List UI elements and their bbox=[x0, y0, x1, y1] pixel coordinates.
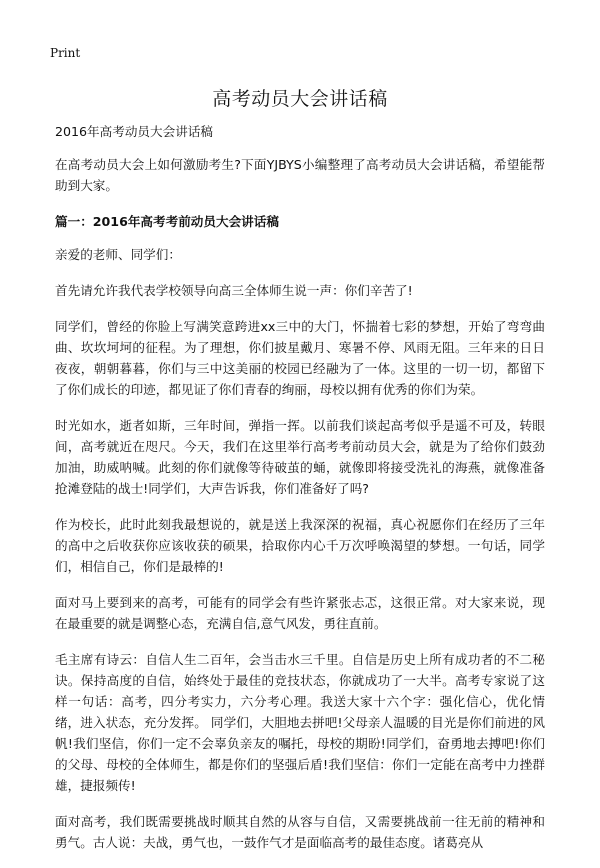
article-body bbox=[55, 121, 545, 868]
intro-paragraph: 在高考动员大会上如何激励考生?下面YJBYS小编整理了高考动员大会讲话稿，希望能帮助到大家。 bbox=[55, 157, 545, 193]
print-link[interactable]: Print bbox=[50, 46, 81, 60]
body-paragraph: 作为校长，此时此刻我最想说的，就是送上我深深的祝福，真心祝愿你们在经历了三年的高中之后收获你应该收获的硕果，拾取你内心千万次呼唤渴望的梦想。一句话，同学们，相信自己，你们是最棒的! bbox=[55, 517, 545, 574]
body-paragraph: 面对马上要到来的高考，可能有的同学会有些许紧张忐忑，这很正常。对大家来说，现在最重要的就是调整心态，充满自信,意气风发，勇往直前。 bbox=[55, 595, 545, 631]
body-paragraph: 同学们，曾经的你脸上写满笑意跨进xx三中的大门，怀揣着七彩的梦想，开始了弯弯曲曲、坎坎坷坷的征程。为了理想，你们披星戴月、寒暑不停、风雨无阻。三年来的日日夜夜，朝朝暮暮，你们与三中这美丽的校园已经融为了一体。这里的一切一切，都留下了你们成长的印迹，都见证了你们青春的绚丽，母校以拥有优秀的你们为荣。 bbox=[55, 319, 545, 397]
page-title: 高考动员大会讲话稿 bbox=[212, 88, 388, 110]
greeting-paragraph: 亲爱的老师、同学们： bbox=[55, 247, 181, 262]
body-paragraph: 面对高考，我们既需要挑战时顺其自然的从容与自信，又需要挑战前一往无前的精神和勇气。古人说：夫战，勇气也，一鼓作气才是面临高考的最佳态度。诸葛亮从 bbox=[55, 814, 545, 850]
body-paragraph: 毛主席有诗云：自信人生二百年，会当击水三千里。自信是历史上所有成功者的不二秘诀。保持高度的自信，始终处于最佳的竞技状态，你就成功了一大半。高考专家说了这样一句话：高考，四分考实力，六分考心理。我送大家十六个字：强化信心，优化情绪，进入状态，充分发挥。 同学们，大胆地去拼吧!父母亲人温暖的目光是你们前进的风帆!我们坚信，你们一定不会辜负亲友的嘱托，母校的期盼!同学们，奋勇地去搏吧!你们的父母、母校的全体师生，都是你们的坚强后盾!我们坚信：你们一定能在高考中力挫群雄，捷报频传! bbox=[55, 652, 545, 793]
article-subtitle: 2016年高考动员大会讲话稿 bbox=[55, 124, 213, 139]
section-heading: 篇一：2016年高考考前动员大会讲话稿 bbox=[55, 214, 279, 229]
body-paragraph: 首先请允许我代表学校领导向高三全体师生说一声：你们辛苦了! bbox=[55, 283, 413, 298]
body-paragraph: 时光如水，逝者如斯，三年时间，弹指一挥。以前我们谈起高考似乎是遥不可及，转眼间，高考就近在咫尺。今天，我们在这里举行高考考前动员大会，就是为了给你们鼓劲加油，助威呐喊。此刻的你们就像等待破茧的蛹，就像即将接受洗礼的海燕，就像准备抢滩登陆的战士!同学们，大声告诉我，你们准备好了吗? bbox=[55, 418, 545, 496]
